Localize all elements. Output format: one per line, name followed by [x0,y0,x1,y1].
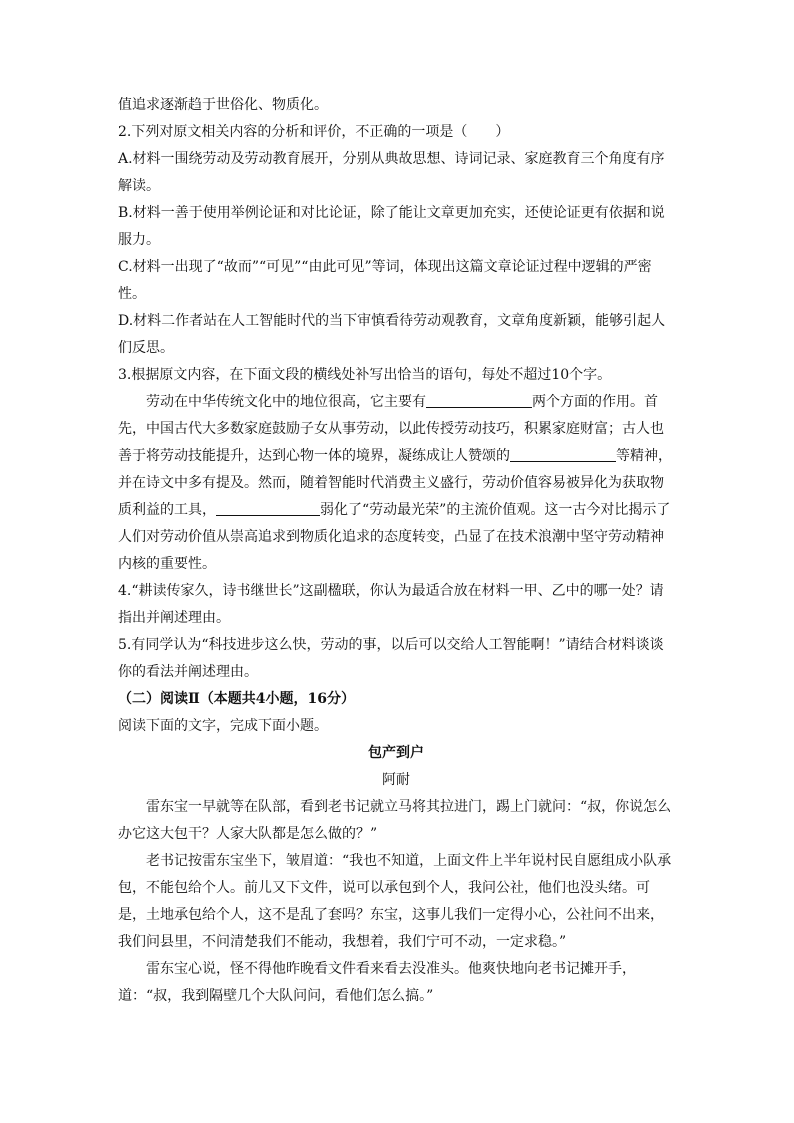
answer-blank-1 [426,393,532,408]
document-page [118,92,674,1010]
option-a: A.材料一围绕劳动及劳动教育展开，分别从典故思想、诗词记录、家庭教育三个角度有序解读。 [118,151,665,194]
option-d: D.材料二作者站在人工智能时代的当下审慎看待劳动观教育，文章角度新颖，能够引起人们反思。 [118,313,666,356]
question-4: 4.“耕读传家久，诗书继世长”这副楹联，你认为最适合放在材料一甲、乙中的哪一处？请指出并阐述理由。 [118,583,664,626]
continuation-line: 值追求逐渐趋于世俗化、物质化。 [118,97,328,113]
story-author: 阿耐 [382,772,410,788]
question-5: 5.有同学认为“科技进步这么快，劳动的事，以后可以交给人工智能啊！”请结合材料谈谈你的看法并阐述理由。 [118,637,664,680]
section-heading: （二）阅读Ⅱ（本题共4小题，16分） [118,691,356,707]
question-3-passage [118,389,674,578]
story-paragraph: 雷东宝心说，怪不得他昨晚看文件看来看去没准头。他爽快地向老书记摊开手，道：“叔，我到隔壁几个大队问问，看他们怎么搞。” [118,961,636,1004]
passage-segment: 等精神，并在诗文中多有提及。然而，随着智能时代消费主义盛行，劳动价值容易被异化为获取物质利益的工具， [118,448,672,518]
option-b: B.材料一善于使用举例论证和对比论证，除了能让文章更加充实，还使论证更有依据和说服力。 [118,205,665,248]
passage-segment: 两个方面的作用。首先，中国古代大多数家庭鼓励子女从事劳动，以此传授劳动技巧，积累家庭财富；古人也善于将劳动技能提升，达到心物一体的境界，凝练成让人赞颂的 [118,394,664,464]
passage-segment: 弱化了“劳动最光荣”的主流价值观。这一古今对比揭示了人们对劳动价值从崇高追求到物质化追求的态度转变，凸显了在技术浪潮中坚守劳动精神内核的重要性。 [118,502,671,572]
answer-blank-3 [216,501,320,516]
instruction: 阅读下面的文字，完成下面小题。 [118,718,328,734]
story-title: 包产到户 [368,745,424,761]
question-2: 2.下列对原文相关内容的分析和评价，不正确的一项是（ ） [118,124,510,140]
story-paragraph: 老书记按雷东宝坐下，皱眉道：“我也不知道，上面文件上半年说村民自愿组成小队承包，不能包给个人。前儿又下文件，说可以承包到个人，我问公社，他们也没头绪。可是，土地承包给个人，这不是乱了套吗？东宝，这事儿我们一定得小心，公社问不出来，我们问县里，不问清楚我们不能动，我想着，我们宁可不动，一定求稳。” [118,853,672,950]
option-c: C.材料一出现了“故而”“可见”“由此可见”等词，体现出这篇文章论证过程中逻辑的严密性。 [118,259,652,302]
answer-blank-2 [510,447,616,462]
story-paragraph: 雷东宝一早就等在队部，看到老书记就立马将其拉进门，踢上门就问：“叔，你说怎么办它这大包干？人家大队都是怎么做的？” [118,799,672,842]
passage-segment: 劳动在中华传统文化中的地位很高，它主要有 [146,394,426,410]
question-3: 3.根据原文内容，在下面文段的横线处补写出恰当的语句，每处不超过10个字。 [118,367,612,383]
